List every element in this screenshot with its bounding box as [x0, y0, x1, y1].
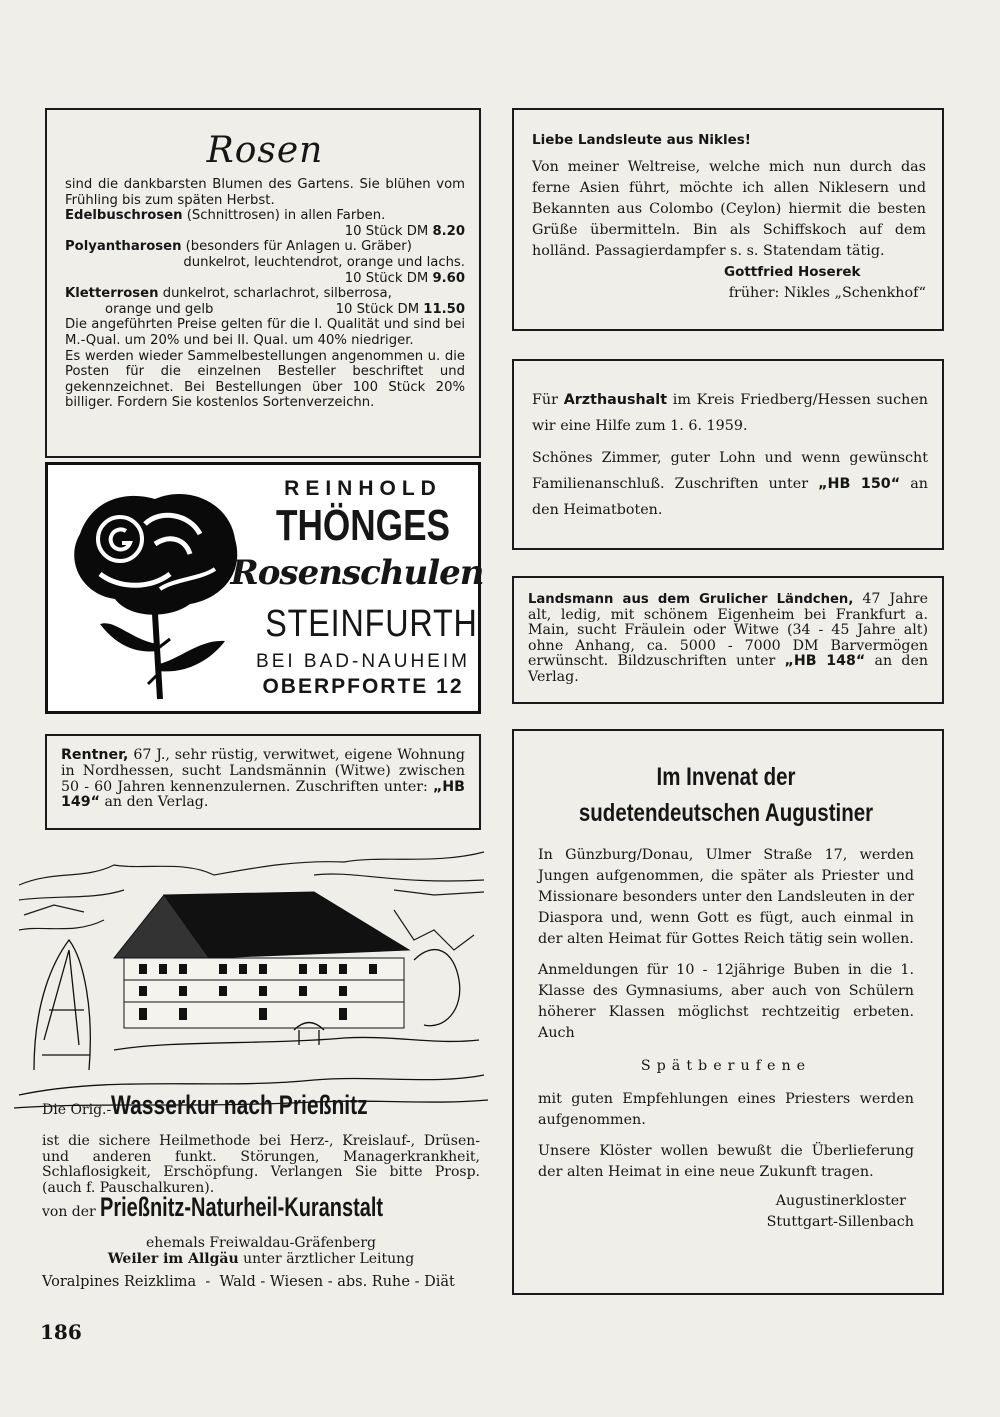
rosen-ad: [45, 108, 481, 458]
kur-prefix: Die Orig.-: [42, 1102, 112, 1118]
kur-headline: Wasserkur nach Prießnitz: [111, 1090, 368, 1120]
landsmann-ad: [512, 576, 944, 704]
rosen-kletter: Kletterrosen dunkelrot, scharlachrot, silberrosa,: [65, 286, 392, 302]
kur-climate: Voralpines Reizklima - Wald - Wiesen - abs. Ruhe - Diät: [42, 1274, 455, 1290]
rosen-poly-price: 10 Stück DM 9.60: [344, 270, 465, 286]
aug-p1: In Günzburg/Donau, Ulmer Straße 17, werden Jungen aufgenommen, die später als Priester und Missionare besonders unter den Landsleuten in der Diaspora und, wenn Gott es fügt, auch einmal in der alten Heimat für Gottes Reich tätig sein wollen.: [538, 847, 914, 947]
augustiner-ad: [512, 729, 944, 1295]
aug-head1: Im Invenat der: [656, 763, 796, 791]
aug-p4: Unsere Klöster wollen bewußt die Überlieferung der alten Heimat in eine neue Zukunft tragen.: [538, 1143, 914, 1180]
thoenges-ad: [45, 462, 484, 714]
nikles-formerly: früher: Nikles „Schenkhof“: [728, 285, 926, 301]
aug-p2: Anmeldungen für 10 - 12jährige Buben in die 1. Klasse des Gymnasiums, aber auch von Schülern höherer Klassen möglichst rechtzeitig erbeten. Auch: [538, 962, 914, 1041]
rose-emblem: [60, 479, 250, 707]
thoenges-script: Rosenschulen: [230, 553, 484, 593]
kur-ad: [42, 1090, 480, 1291]
kur-from: von der: [42, 1204, 96, 1220]
nikles-heading: Liebe Landsleute aus Nikles!: [532, 132, 751, 148]
thoenges-last-name: THÖNGES: [275, 501, 451, 550]
arzt-text1: Für Arzthaushalt im Kreis Friedberg/Hessen suchen wir eine Hilfe zum 1. 6. 1959.: [532, 392, 928, 434]
kur-body: ist die sichere Heilmethode bei Herz-, Kreislauf-, Drüsen- und anderen funkt. Störungen, Managerkrankheit, Schlaflosigkeit, Erschöpfung. Verlangen Sie bitte Prosp. (auch f. Pauschalkuren).: [42, 1133, 480, 1196]
thoenges-street: OBERPFORTE 12: [262, 675, 464, 698]
thoenges-near: BEI BAD-NAUHEIM: [256, 651, 470, 672]
rosen-edel-price: 10 Stück DM 8.20: [344, 223, 465, 239]
rosen-kletter-price: orange und gelb 10 Stück DM 11.50: [105, 301, 465, 317]
rosen-intro: sind die dankbarsten Blumen des Gartens. Sie blühen vom Frühling bis zum späten Herbst.: [65, 177, 465, 208]
kurhaus-illustration: [14, 840, 488, 1110]
rosen-edel: Edelbuschrosen (Schnittrosen) in allen Farben.: [65, 208, 386, 224]
aug-sig2: Stuttgart-Sillenbach: [766, 1214, 914, 1230]
arzt-text2: Schönes Zimmer, guter Lohn und wenn gewünscht Familienanschluß. Zuschriften unter „HB 150“ an den Heimatboten.: [532, 450, 928, 518]
aug-p3: mit guten Empfehlungen eines Priesters werden aufgenommen.: [538, 1091, 914, 1128]
rosen-poly-colors: dunkelrot, leuchtendrot, orange und lachs.: [183, 254, 465, 270]
nikles-signature: Gottfried Hoserek: [724, 264, 861, 280]
rosen-title: Rosen: [206, 130, 324, 171]
kur-formerly: ehemals Freiwaldau-Gräfenberg: [146, 1235, 376, 1251]
kur-institute: Prießnitz-Naturheil-Kuranstalt: [100, 1192, 384, 1222]
rentner-ad: [45, 734, 481, 830]
thoenges-first-name: REINHOLD: [284, 477, 442, 500]
nikles-text: Von meiner Weltreise, welche mich nun durch das ferne Asien führt, möchte ich allen Niklesern und Bekannten aus Colombo (Ceylon) hiermit die besten Grüße übermitteln. Bin als Schiffskoch auf dem holländ. Passagierdampfer s. s. Statendam tätig.: [532, 159, 926, 259]
arzthaushalt-ad: [512, 359, 944, 550]
aug-spaced: Spätberufene: [640, 1058, 812, 1074]
aug-sig1: Augustinerkloster: [775, 1193, 906, 1209]
thoenges-town: STEINFURTH: [265, 603, 478, 645]
aug-head2: sudetendeutschen Augustiner: [578, 799, 874, 827]
rentner-text: Rentner, 67 J., sehr rüstig, verwitwet, eigene Wohnung in Nordhessen, sucht Landsmännin (Witwe) zwischen 50 - 60 Jahren kennenzulernen. Zuschriften unter: „HB 149“ an den Verlag.: [61, 747, 465, 811]
lands-text: Landsmann aus dem Grulicher Ländchen, 47 Jahre alt, ledig, mit schönem Eigenheim bei Frankfurt a. Main, sucht Fräulein oder Witwe (34 - 45 Jahre alt) ohne Anhang, ca. 5000 - 7000 DM Barvermögen erwünscht. Bildzuschriften unter „HB 148“ an den Verlag.: [528, 591, 928, 685]
rosen-poly: Polyantharosen (besonders für Anlagen u. Gräber): [65, 239, 412, 255]
page-number: 186: [40, 1320, 82, 1344]
rosen-quality-note: Die angeführten Preise gelten für die I. Qualität und sind bei M.-Qual. um 20% und bei II. Qual. um 40% niedriger.: [65, 317, 465, 348]
kur-place: Weiler im Allgäu unter ärztlicher Leitung: [107, 1250, 415, 1267]
rosen-order-note: Es werden wieder Sammelbestellungen angenommen u. die Posten für die einzelnen Besteller beschriftet und gekennzeichnet. Bei Bestellungen über 100 Stück 20% billiger. Fordern Sie kostenlos Sortenverzeichn.: [65, 348, 465, 411]
nikles-ad: [512, 108, 944, 331]
